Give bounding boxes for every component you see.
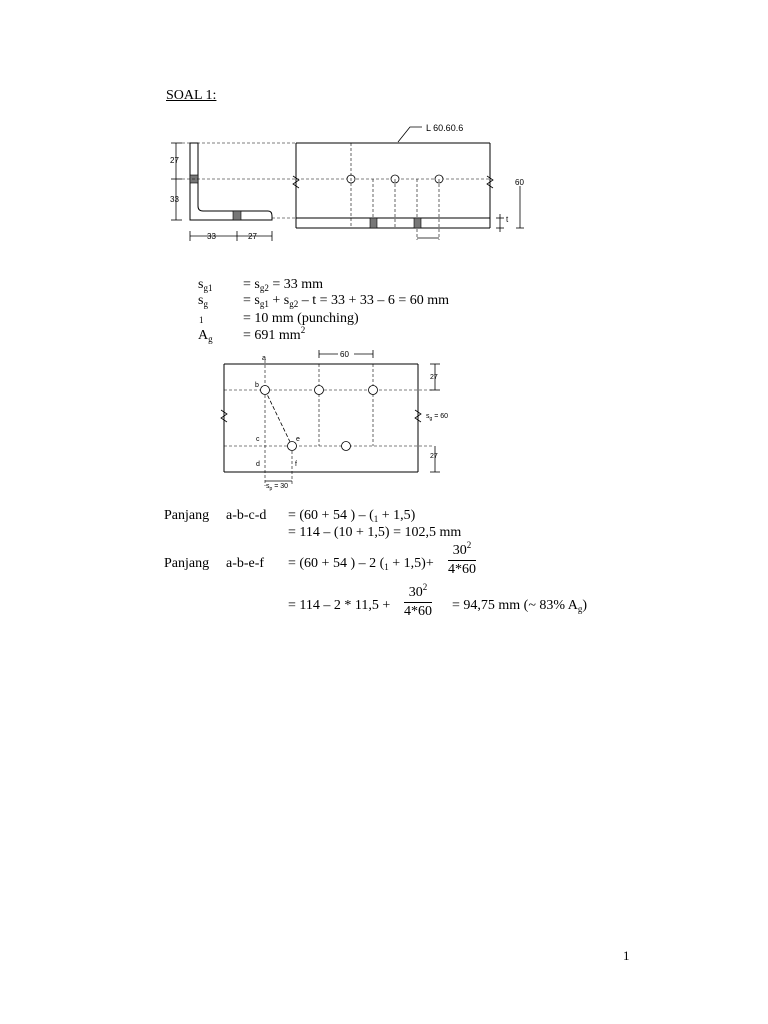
angle-profile-figure bbox=[160, 118, 540, 248]
point-f: f bbox=[295, 461, 297, 468]
fig2-dim-60: 60 bbox=[340, 350, 349, 359]
eq-sg1-label: $s_{g1}$ bbox=[198, 277, 213, 293]
point-b: b bbox=[255, 382, 259, 389]
calc-fraction-1: $\frac{30^2}{4*60}$ bbox=[448, 540, 476, 577]
dim-t: t bbox=[506, 215, 509, 224]
page-number: 1 bbox=[623, 948, 630, 963]
page-title: SOAL 1: bbox=[166, 88, 217, 103]
fig2-dim-sp: $s_p = 30$ bbox=[266, 483, 289, 492]
calc-p2-label: Panjang bbox=[164, 556, 210, 571]
point-d: d bbox=[256, 461, 260, 468]
point-a: a bbox=[262, 355, 266, 362]
calc-p2-line1: = (60 + 54 ) – 2 $(_1 + 1,5)+$ bbox=[288, 556, 434, 572]
fig2-dim-27-bottom: 27 bbox=[430, 453, 438, 460]
calc-p2-path: a-b-e-f bbox=[226, 556, 265, 571]
dim-60-right: 60 bbox=[515, 178, 524, 187]
hole-pattern-figure bbox=[210, 346, 460, 492]
eq-sg1-rhs: = $s_{g2} = 33$ mm bbox=[243, 277, 324, 293]
eq-sg-rhs: = $s_{g1} + s_{g2} - t = 33 + 33 - 6 = 60$ mm bbox=[243, 293, 450, 309]
dim-27-left: 27 bbox=[170, 156, 179, 165]
dim-33-left: 33 bbox=[170, 195, 179, 204]
eq-ag-label: $A_g$ bbox=[198, 328, 213, 344]
calc-p1-line2: = 114 – (10 + 1,5) = 102,5 mm bbox=[288, 525, 462, 540]
fig2-dim-27-top: 27 bbox=[430, 374, 438, 381]
calc-p1-label: Panjang bbox=[164, 508, 210, 523]
fig2-dim-sg: $s_g = 60$ bbox=[426, 413, 449, 422]
eq-hole-label: 1 bbox=[199, 315, 204, 325]
eq-sg-label: $s_g$ bbox=[198, 293, 208, 309]
dim-33-bottom: 33 bbox=[207, 232, 216, 241]
calc-p2-line2: = 114 – 2 * 11,5 + bbox=[288, 598, 391, 613]
calc-p1-line1: = (60 + 54 ) – $(_1 + 1,5)$ bbox=[288, 508, 416, 524]
calc-fraction-2: $\frac{30^2}{4*60}$ bbox=[404, 582, 432, 619]
eq-hole-rhs: = 10 mm (punching) bbox=[243, 311, 359, 326]
calc-p2-result: = 94,75 mm (~ 83% $A_g$) bbox=[452, 598, 588, 614]
point-c: c bbox=[256, 436, 260, 443]
profile-label: L 60.60.6 bbox=[426, 123, 464, 133]
dim-27-bottom: 27 bbox=[248, 232, 257, 241]
calc-p1-path: a-b-c-d bbox=[226, 508, 267, 523]
eq-ag-rhs: = 691 $mm^2$ bbox=[243, 325, 306, 343]
point-e: e bbox=[296, 436, 300, 443]
